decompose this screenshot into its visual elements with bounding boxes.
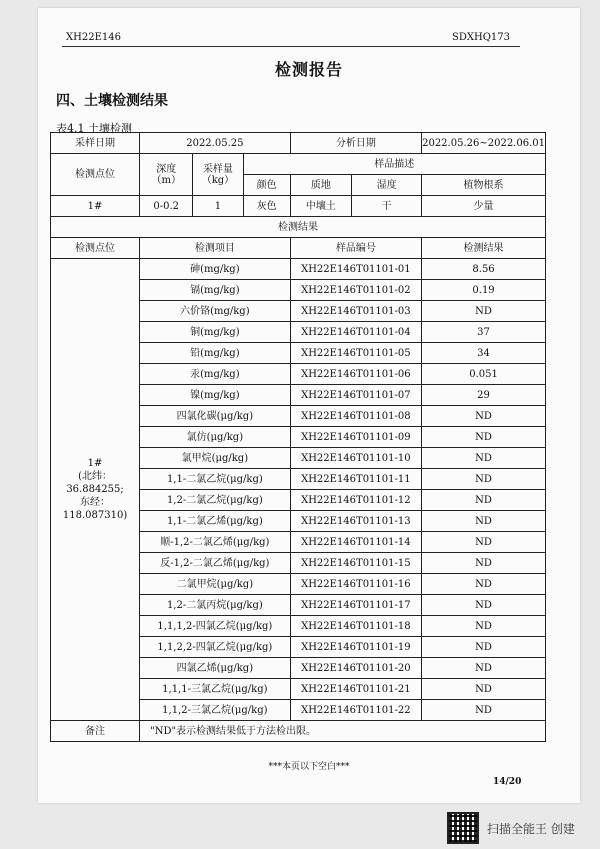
result-value-cell: ND	[422, 427, 546, 448]
result-value-cell: ND	[422, 553, 546, 574]
humidity-value: 干	[352, 196, 422, 217]
page-title: 检测报告	[274, 60, 343, 79]
result-value-cell: ND	[422, 700, 546, 721]
sample-number-cell: XH22E146T01101-05	[290, 343, 421, 364]
sample-number-cell: XH22E146T01101-18	[290, 616, 421, 637]
sample-number-cell: XH22E146T01101-22	[290, 700, 421, 721]
scanner-watermark	[447, 812, 575, 844]
sample-number-cell: XH22E146T01101-20	[290, 658, 421, 679]
sample-header-row-1	[51, 154, 546, 175]
sample-number-cell: XH22E146T01101-08	[290, 406, 421, 427]
test-item-cell: 反-1,2-二氯乙烯(μg/kg)	[140, 553, 291, 574]
sample-number-cell: XH22E146T01101-15	[290, 553, 421, 574]
test-item-cell: 四氯化碳(μg/kg)	[140, 406, 291, 427]
result-value-cell: ND	[422, 532, 546, 553]
result-value-cell: ND	[422, 490, 546, 511]
test-item-cell: 氯甲烷(μg/kg)	[140, 448, 291, 469]
test-item-cell: 1,2-二氯乙烷(μg/kg)	[140, 490, 291, 511]
sample-value-row	[51, 196, 546, 217]
results-sample-header: 样品编号	[290, 238, 421, 259]
roots-label: 植物根系	[422, 175, 546, 196]
results-point-header: 检测点位	[51, 238, 140, 259]
sample-number-cell: XH22E146T01101-13	[290, 511, 421, 532]
test-item-cell: 砷(mg/kg)	[140, 259, 291, 280]
section-heading: 四、土壤检测结果	[56, 93, 168, 109]
results-header-row	[51, 238, 546, 259]
amount-value: 1	[193, 196, 243, 217]
sampling-date-label: 采样日期	[51, 133, 140, 154]
amount-label: 采样量（kg）	[193, 154, 243, 196]
test-item-cell: 铅(mg/kg)	[140, 343, 291, 364]
results-section-row	[51, 217, 546, 238]
result-value-cell: ND	[422, 301, 546, 322]
test-item-cell: 顺-1,2-二氯乙烯(μg/kg)	[140, 532, 291, 553]
result-value-cell: ND	[422, 406, 546, 427]
test-item-cell: 铜(mg/kg)	[140, 322, 291, 343]
test-item-cell: 1,1-二氯乙烷(μg/kg)	[140, 469, 291, 490]
depth-label: 深度（m）	[140, 154, 193, 196]
test-item-cell: 1,1,2,2-四氯乙烷(μg/kg)	[140, 637, 291, 658]
result-value-cell: 34	[422, 343, 546, 364]
results-section-label: 检测结果	[51, 217, 546, 238]
test-item-cell: 1,2-二氯丙烷(μg/kg)	[140, 595, 291, 616]
test-item-cell: 1,1,1,2-四氯乙烷(μg/kg)	[140, 616, 291, 637]
test-item-cell: 二氯甲烷(μg/kg)	[140, 574, 291, 595]
result-value-cell: ND	[422, 637, 546, 658]
sample-number-cell: XH22E146T01101-06	[290, 364, 421, 385]
header-divider	[62, 46, 520, 47]
result-value-cell: ND	[422, 679, 546, 700]
texture-value: 中壤土	[290, 196, 351, 217]
color-label: 颜色	[243, 175, 290, 196]
humidity-label: 湿度	[352, 175, 422, 196]
header-doc-code: SDXHQ173	[452, 32, 510, 43]
analysis-date-value: 2022.05.26~2022.06.01	[422, 133, 546, 154]
result-value-cell: ND	[422, 448, 546, 469]
test-item-cell: 1,1,1-三氯乙烷(μg/kg)	[140, 679, 291, 700]
color-value: 灰色	[243, 196, 290, 217]
test-item-cell: 镍(mg/kg)	[140, 385, 291, 406]
soil-test-table	[50, 132, 546, 742]
blank-below-note: ***本页以下空白***	[268, 762, 350, 772]
test-item-cell: 汞(mg/kg)	[140, 364, 291, 385]
test-item-cell: 四氯乙烯(μg/kg)	[140, 658, 291, 679]
results-point-cell	[51, 259, 140, 721]
result-value-cell: 29	[422, 385, 546, 406]
results-value-header: 检测结果	[422, 238, 546, 259]
result-value-cell: 0.19	[422, 280, 546, 301]
sample-number-cell: XH22E146T01101-16	[290, 574, 421, 595]
test-item-cell: 1,1-二氯乙烯(μg/kg)	[140, 511, 291, 532]
sample-number-cell: XH22E146T01101-14	[290, 532, 421, 553]
result-value-cell: ND	[422, 511, 546, 532]
analysis-date-label: 分析日期	[290, 133, 421, 154]
result-value-cell: ND	[422, 469, 546, 490]
result-value-cell: ND	[422, 595, 546, 616]
test-item-cell: 1,1,2-三氯乙烷(μg/kg)	[140, 700, 291, 721]
table-caption: 表4.1 土壤检测	[56, 122, 132, 135]
point-coordinate-line: (北纬：36.884255;	[66, 471, 124, 495]
sample-number-cell: XH22E146T01101-12	[290, 490, 421, 511]
result-value-cell: 0.051	[422, 364, 546, 385]
test-item-cell: 氯仿(μg/kg)	[140, 427, 291, 448]
sample-number-cell: XH22E146T01101-09	[290, 427, 421, 448]
sampling-date-value: 2022.05.25	[140, 133, 291, 154]
sample-number-cell: XH22E146T01101-04	[290, 322, 421, 343]
sample-number-cell: XH22E146T01101-07	[290, 385, 421, 406]
point-coordinate-line: 东经：118.087310)	[62, 497, 128, 521]
sampling-date-row	[51, 133, 546, 154]
qr-code-icon	[447, 812, 479, 844]
point-value: 1#	[51, 196, 140, 217]
result-value-cell: ND	[422, 658, 546, 679]
test-item-cell: 镉(mg/kg)	[140, 280, 291, 301]
result-value-cell: 37	[422, 322, 546, 343]
scanner-text: 扫描全能王 创建	[487, 821, 575, 836]
sample-number-cell: XH22E146T01101-19	[290, 637, 421, 658]
point-label: 检测点位	[51, 154, 140, 196]
sample-number-cell: XH22E146T01101-21	[290, 679, 421, 700]
results-item-header: 检测项目	[140, 238, 291, 259]
note-label: 备注	[51, 721, 140, 742]
note-row	[51, 721, 546, 742]
test-item-cell: 六价铬(mg/kg)	[140, 301, 291, 322]
roots-value: 少量	[422, 196, 546, 217]
note-text: "ND"表示检测结果低于方法检出限。	[140, 721, 546, 742]
result-value-cell: ND	[422, 616, 546, 637]
page-number: 14/20	[493, 777, 522, 787]
report-page	[38, 8, 580, 803]
table-row	[51, 259, 546, 280]
point-coordinate-line: 1#	[87, 458, 103, 469]
sample-number-cell: XH22E146T01101-02	[290, 280, 421, 301]
sample-number-cell: XH22E146T01101-17	[290, 595, 421, 616]
sample-number-cell: XH22E146T01101-03	[290, 301, 421, 322]
header-report-code: XH22E146	[66, 32, 121, 43]
sample-description-label: 样品描述	[243, 154, 545, 175]
result-value-cell: 8.56	[422, 259, 546, 280]
depth-value: 0-0.2	[140, 196, 193, 217]
sample-number-cell: XH22E146T01101-01	[290, 259, 421, 280]
result-value-cell: ND	[422, 574, 546, 595]
texture-label: 质地	[290, 175, 351, 196]
sample-number-cell: XH22E146T01101-11	[290, 469, 421, 490]
sample-number-cell: XH22E146T01101-10	[290, 448, 421, 469]
